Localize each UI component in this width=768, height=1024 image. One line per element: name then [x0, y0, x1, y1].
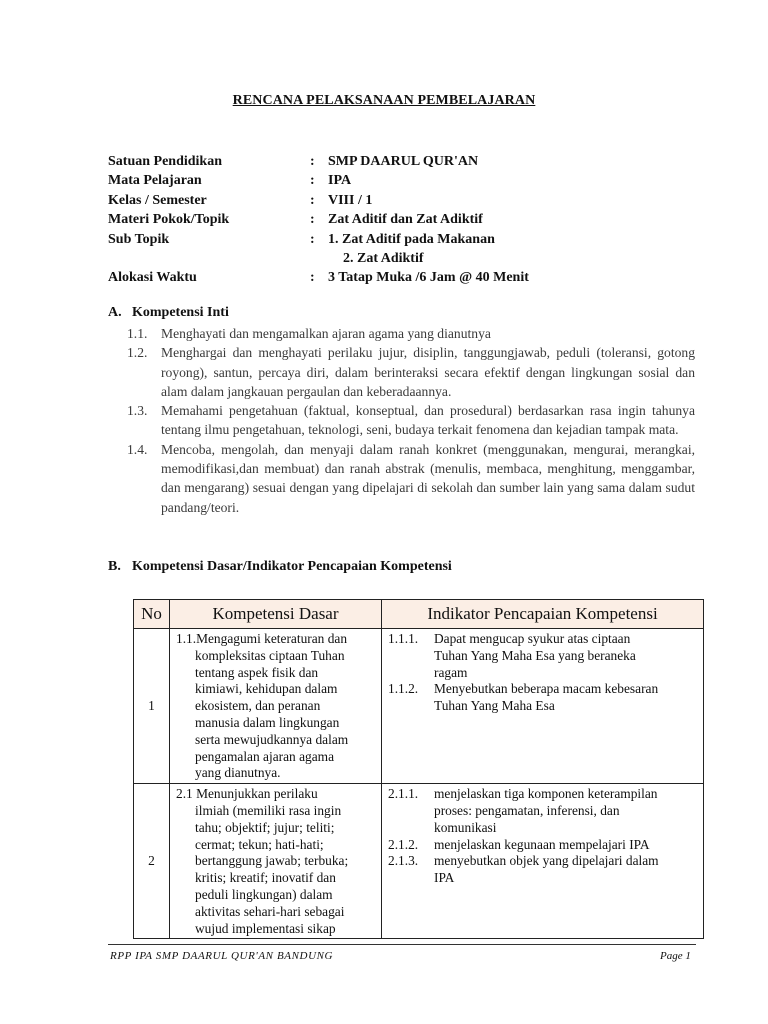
- indicator-line: menjelaskan kegunaan mempelajari IPA: [434, 836, 650, 852]
- list-item-number: 1.4.: [127, 441, 148, 457]
- kd-cell: [170, 784, 382, 939]
- list-item-text: Menghayati dan mengamalkan ajaran agama yang dianutnya: [161, 326, 491, 341]
- list-item: [127, 324, 695, 343]
- section-b-heading: [108, 559, 452, 575]
- indicator-cell: [382, 629, 704, 784]
- identity-row: [108, 230, 529, 249]
- identity-value: VIII / 1: [328, 192, 373, 208]
- header-kompetensi-dasar: Kompetensi Dasar: [170, 600, 382, 629]
- identity-table: [108, 152, 529, 288]
- section-a-heading: [108, 305, 229, 321]
- indicator-line: ragam: [434, 664, 468, 680]
- section-letter: A.: [108, 305, 122, 320]
- indicator-number: 2.1.3.: [388, 853, 419, 869]
- table-row: [134, 629, 704, 784]
- document-title: RENCANA PELAKSANAAN PEMBELAJARAN: [232, 93, 536, 108]
- row-number: 1: [134, 629, 170, 784]
- kd-line: bertanggung jawab; terbuka;: [195, 853, 349, 869]
- table-row: [134, 784, 704, 939]
- identity-colon: :: [310, 173, 315, 189]
- kd-line: 2.1 Menunjukkan perilaku: [176, 786, 318, 802]
- indicator-number: 1.1.1.: [388, 631, 419, 646]
- indicator-number: 2.1.1.: [388, 786, 419, 802]
- identity-colon: :: [310, 270, 315, 286]
- table-header-row: [134, 600, 704, 629]
- indicator-item: [388, 786, 699, 803]
- identity-value: SMP DAARUL QUR'AN: [328, 154, 479, 169]
- kd-line: kompleksitas ciptaan Tuhan: [195, 647, 345, 663]
- identity-label: Sub Topik: [108, 231, 170, 247]
- indicator-line: menyebutkan objek yang dipelajari dalam: [434, 853, 659, 869]
- indicator-line: Menyebutkan beberapa macam kebesaran: [434, 681, 659, 697]
- section-title: Kompetensi Dasar/Indikator Pencapaian Kompetensi: [132, 559, 452, 574]
- identity-row: [108, 191, 529, 210]
- identity-colon: :: [310, 192, 315, 208]
- kd-line: 1.1.Mengagumi keteraturan dan: [176, 631, 348, 646]
- indicator-item: [388, 631, 699, 648]
- indicator-item: [388, 837, 699, 854]
- list-item-text: Mencoba, mengolah, dan menyaji dalam ranah konkret (menggunakan, mengurai, merangkai, memodifikasi,dan membuat) dan ranah abstrak (menulis, membaca, menghitung, menggambar, dan mengarang) sesuai dengan yang dipelajari di sekolah dan sumber lain yang sama dalam sudut pandang/teori.: [161, 441, 695, 515]
- identity-label: Kelas / Semester: [108, 192, 207, 208]
- list-item: [127, 440, 695, 517]
- identity-row: [108, 152, 529, 171]
- identity-label: Materi Pokok/Topik: [108, 212, 230, 228]
- identity-value: 1. Zat Aditif pada Makanan: [328, 231, 495, 247]
- row-number: 2: [134, 784, 170, 939]
- list-item-number: 1.2.: [127, 345, 148, 361]
- identity-label: Mata Pelajaran: [108, 173, 202, 189]
- kd-line: pengamalan ajaran agama: [195, 748, 335, 764]
- indicator-number: 2.1.2.: [388, 836, 419, 852]
- kd-line: ilmiah (memiliki rasa ingin: [195, 802, 342, 818]
- kd-line: cermat; tekun; hati-hati;: [195, 836, 324, 852]
- kd-line: aktivitas sehari-hari sebagai: [195, 903, 345, 919]
- identity-value: IPA: [328, 173, 352, 189]
- indicator-line: IPA: [434, 870, 455, 886]
- indicator-line: komunikasi: [434, 819, 497, 835]
- kd-line: manusia dalam lingkungan: [195, 714, 340, 730]
- indicator-item: [388, 853, 699, 870]
- identity-colon: :: [310, 231, 315, 247]
- indicator-line: Dapat mengucap syukur atas ciptaan: [434, 631, 631, 646]
- kd-line: tentang aspek fisik dan: [195, 664, 319, 680]
- list-item-text: Memahami pengetahuan (faktual, konseptual, dan prosedural) berdasarkan rasa ingin tahunya tentang ilmu pengetahuan, teknologi, seni, budaya terkait fenomena dan kejadian tampak mata.: [161, 403, 695, 438]
- identity-colon: :: [310, 212, 315, 228]
- kd-line: kimiawi, kehidupan dalam: [195, 681, 338, 697]
- kd-line: serta mewujudkannya dalam: [195, 731, 349, 747]
- identity-value: Zat Aditif dan Zat Adiktif: [328, 212, 483, 228]
- identity-row: [108, 268, 529, 287]
- list-item-number: 1.1.: [127, 326, 148, 341]
- kd-line: kritis; kreatif; inovatif dan: [195, 870, 336, 886]
- kd-line: ekosistem, dan peranan: [195, 698, 321, 714]
- kompetensi-inti-list: [127, 324, 695, 517]
- header-no: No: [134, 600, 170, 629]
- identity-row: [108, 171, 529, 190]
- identity-row: [108, 210, 529, 229]
- list-item-number: 1.3.: [127, 403, 148, 419]
- indicator-item: [388, 681, 699, 698]
- footer-divider: [108, 944, 696, 945]
- footer-page-number: Page 1: [660, 950, 691, 962]
- indicator-line: proses: pengamatan, inferensi, dan: [434, 802, 620, 818]
- kd-cell: [170, 629, 382, 784]
- section-title: Kompetensi Inti: [132, 305, 229, 320]
- identity-value: 3 Tatap Muka /6 Jam @ 40 Menit: [328, 270, 529, 286]
- identity-label: Satuan Pendidikan: [108, 154, 222, 169]
- indicator-cell: [382, 784, 704, 939]
- kd-line: yang dianutnya.: [195, 765, 281, 781]
- identity-value-extra: 2. Zat Adiktif: [343, 250, 424, 266]
- list-item: [127, 401, 695, 440]
- kd-line: tahu; objektif; jujur; teliti;: [195, 819, 335, 835]
- identity-label: Alokasi Waktu: [108, 270, 197, 286]
- list-item-text: Menghargai dan menghayati perilaku jujur, disiplin, tanggungjawab, peduli (toleransi, gotong royong), santun, percaya diri, dalam berinteraksi secara efektif dengan lingkungan sosial dan alam dalam jangkauan pergaulan dan keberadaannya.: [161, 345, 695, 399]
- section-letter: B.: [108, 559, 121, 574]
- competency-table: [133, 599, 704, 939]
- header-indikator: Indikator Pencapaian Kompetensi: [382, 600, 704, 629]
- indicator-line: Tuhan Yang Maha Esa: [434, 698, 555, 714]
- indicator-number: 1.1.2.: [388, 681, 419, 697]
- identity-row: [108, 249, 529, 268]
- footer-document-name: RPP IPA SMP DAARUL QUR'AN BANDUNG: [110, 950, 334, 962]
- kd-line: peduli lingkungan) dalam: [195, 886, 333, 902]
- indicator-line: Tuhan Yang Maha Esa yang beraneka: [434, 647, 636, 663]
- kd-line: wujud implementasi sikap: [195, 920, 336, 936]
- list-item: [127, 343, 695, 401]
- indicator-line: menjelaskan tiga komponen keterampilan: [434, 786, 658, 802]
- identity-colon: :: [310, 154, 315, 169]
